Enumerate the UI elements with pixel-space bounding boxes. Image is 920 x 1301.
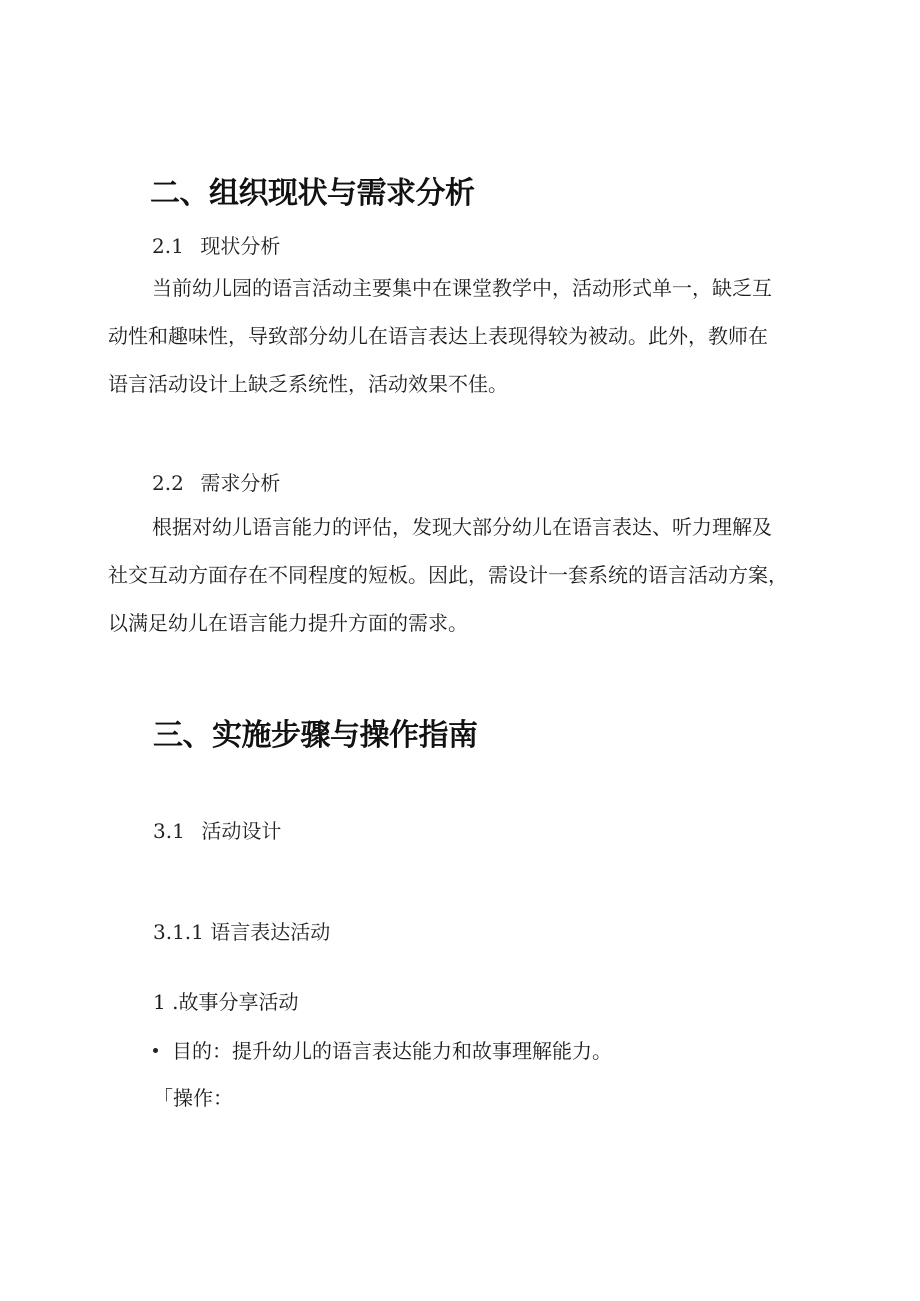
paragraph-status-analysis: [108, 264, 772, 408]
subsection-number: 2.2: [152, 471, 184, 495]
section-2-heading: 二、组织现状与需求分析: [150, 176, 475, 211]
subsection-number: 3.1: [153, 819, 185, 843]
paragraph-line: 以满足幼儿在语言能力提升方面的需求。: [108, 611, 468, 635]
list-item-story-sharing: 1 .故事分享活动: [153, 990, 299, 1014]
subsection-title: 语言表达活动: [210, 920, 331, 944]
operation-label: 「操作：: [153, 1086, 233, 1110]
subsection-3-1-1-heading: [153, 916, 330, 945]
subsection-number: 2.1: [152, 234, 184, 258]
subsection-title: 需求分析: [200, 471, 281, 495]
subsection-title: 活动设计: [201, 819, 282, 843]
paragraph-line: 动性和趣味性，导致部分幼儿在语言表达上表现得较为被动。此外，教师在: [108, 324, 768, 348]
paragraph-line: 当前幼儿园的语言活动主要集中在课堂教学中，活动形式单一，缺乏互: [152, 276, 772, 300]
section-3-heading: 三、实施步骤与操作指南: [153, 718, 478, 753]
subsection-2-2-heading: [152, 467, 280, 496]
paragraph-line: 根据对幼儿语言能力的评估，发现大部分幼儿在语言表达、听力理解及: [152, 515, 772, 539]
subsection-number: 3.1.1: [153, 920, 204, 944]
paragraph-needs-analysis: [108, 503, 788, 647]
paragraph-line: 社交互动方面存在不同程度的短板。因此，需设计一套系统的语言活动方案，: [108, 563, 788, 587]
subsection-title: 现状分析: [200, 234, 281, 258]
bullet-text: 目的：提升幼儿的语言表达能力和故事理解能力。: [172, 1039, 612, 1063]
bullet-item-purpose: [153, 1035, 612, 1064]
paragraph-line: 语言活动设计上缺乏系统性，活动效果不佳。: [108, 372, 508, 396]
subsection-3-1-heading: [153, 815, 281, 844]
subsection-2-1-heading: [152, 230, 280, 259]
bullet-icon: [153, 1048, 158, 1053]
